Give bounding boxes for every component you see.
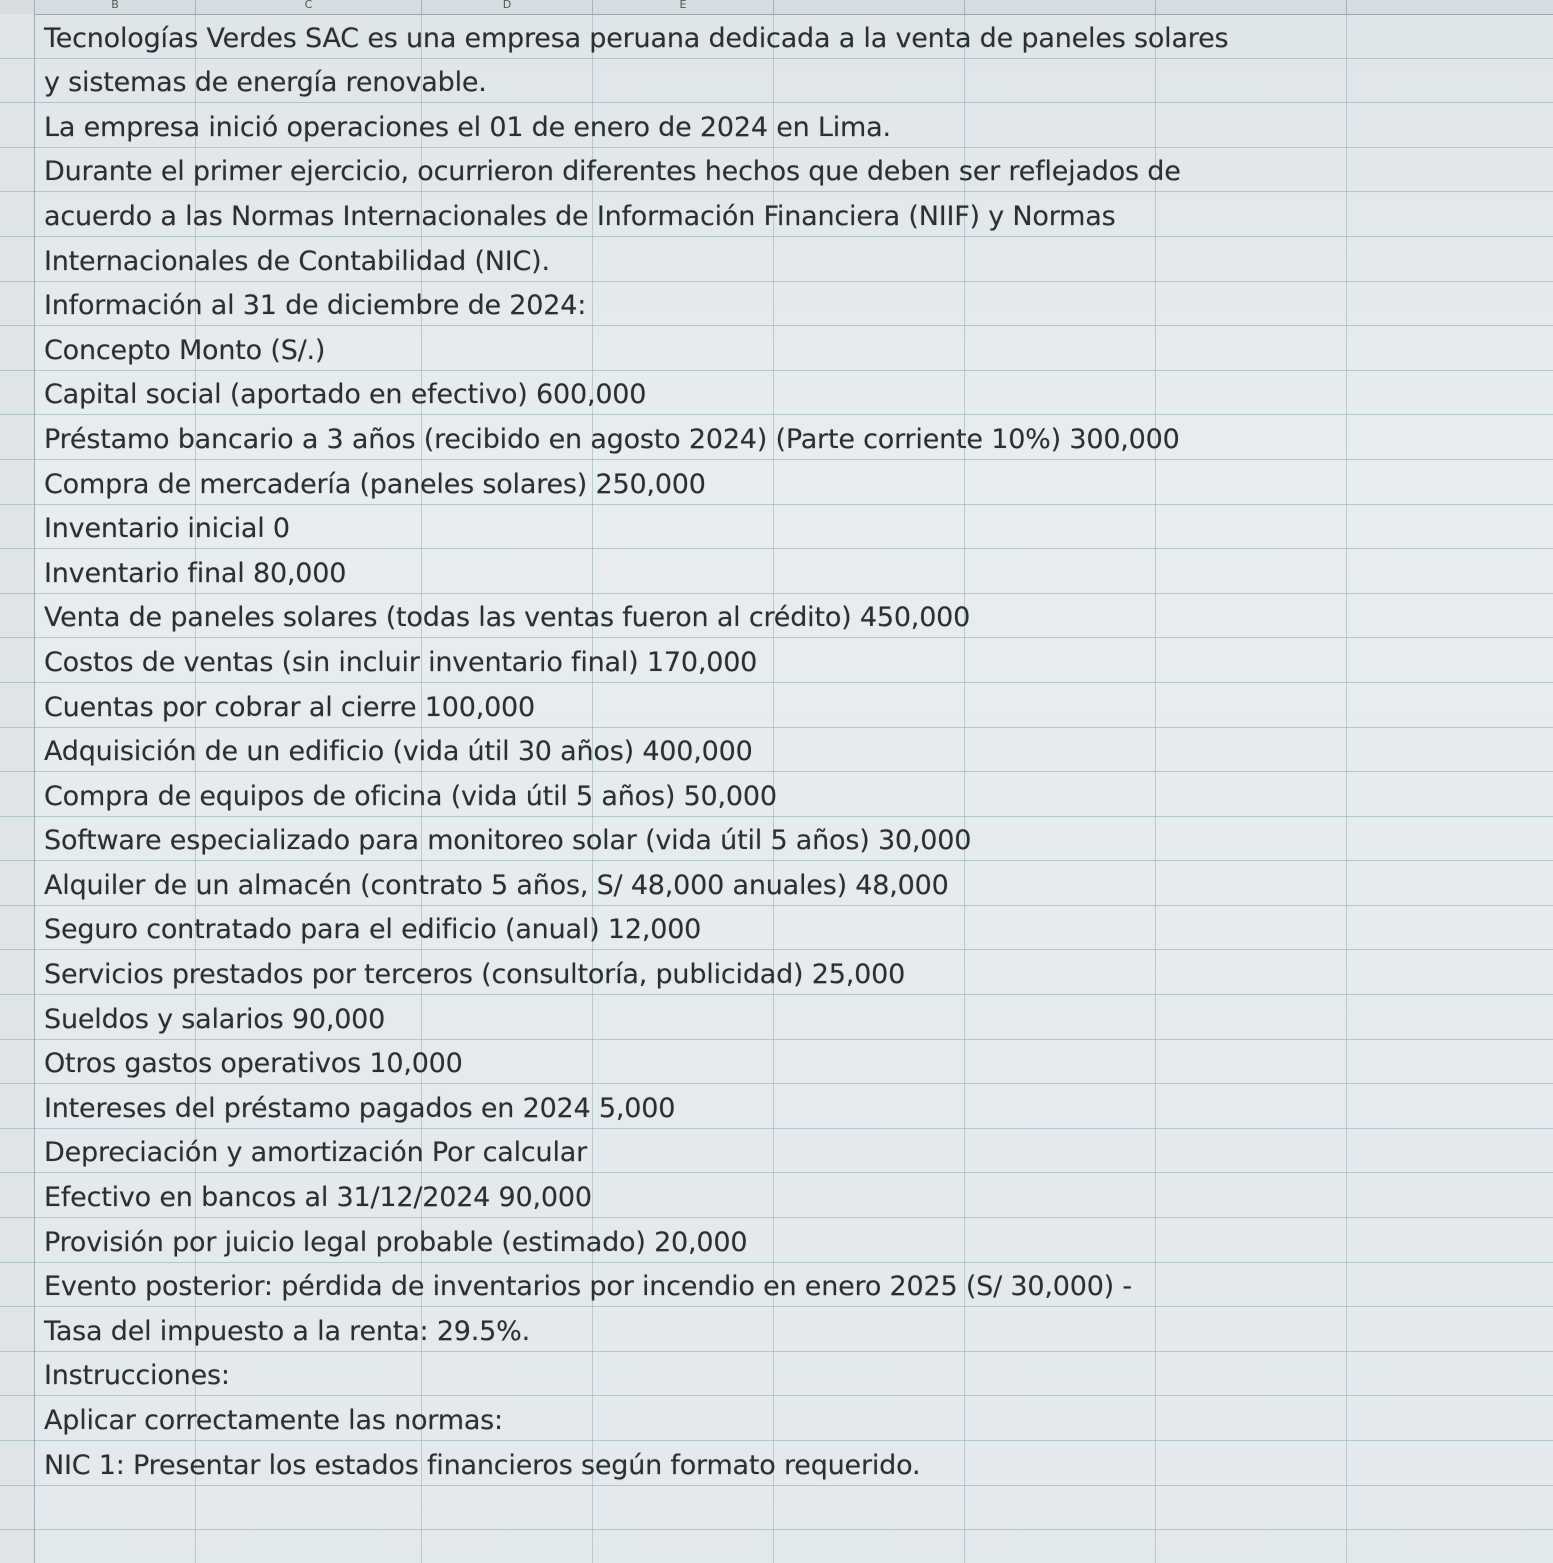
cell-text[interactable]: acuerdo a las Normas Internacionales de Información Financiera (NIIF) y Normas — [44, 200, 1116, 232]
cell-text[interactable]: Venta de paneles solares (todas las ventas fueron al crédito) 450,000 — [44, 602, 971, 634]
sheet-row[interactable] — [0, 772, 1553, 817]
sheet-row[interactable] — [0, 1218, 1553, 1263]
sheet-row[interactable] — [0, 59, 1553, 104]
sheet-row[interactable] — [0, 906, 1553, 951]
sheet-row[interactable] — [0, 1084, 1553, 1129]
sheet-row[interactable] — [0, 460, 1553, 505]
sheet-row[interactable] — [0, 995, 1553, 1040]
sheet-row[interactable] — [0, 371, 1553, 416]
cell-text[interactable]: Concepto Monto (S/.) — [44, 334, 326, 366]
column-header-label: D — [502, 0, 512, 11]
cell-text[interactable]: y sistemas de energía renovable. — [44, 67, 487, 99]
sheet-row[interactable] — [0, 861, 1553, 906]
column-header-h[interactable] — [1155, 0, 1346, 14]
sheet-row[interactable] — [0, 1352, 1553, 1397]
cell-text[interactable]: Provisión por juicio legal probable (estimado) 20,000 — [44, 1226, 748, 1258]
sheet-row[interactable] — [0, 148, 1553, 193]
sheet-row[interactable] — [0, 1173, 1553, 1218]
column-header-d[interactable] — [421, 0, 592, 14]
cell-text[interactable]: Evento posterior: pérdida de inventarios por incendio en enero 2025 (S/ 30,000) - — [44, 1271, 1132, 1303]
cell-text[interactable]: Préstamo bancario a 3 años (recibido en agosto 2024) (Parte corriente 10%) 300,000 — [44, 423, 1180, 455]
cell-text[interactable]: Adquisición de un edificio (vida útil 30 años) 400,000 — [44, 736, 753, 768]
cell-text[interactable]: Durante el primer ejercicio, ocurrieron diferentes hechos que deben ser reflejados de — [44, 156, 1181, 188]
cell-text[interactable]: Sueldos y salarios 90,000 — [44, 1003, 386, 1035]
column-header-label: B — [111, 0, 119, 11]
cell-text[interactable]: Inventario inicial 0 — [44, 513, 290, 545]
cell-text[interactable]: Cuentas por cobrar al cierre 100,000 — [44, 691, 536, 723]
cell-text[interactable]: Servicios prestados por terceros (consultoría, publicidad) 25,000 — [44, 959, 906, 991]
sheet-row[interactable] — [0, 237, 1553, 282]
cell-text[interactable]: Otros gastos operativos 10,000 — [44, 1048, 463, 1080]
column-header-e[interactable] — [592, 0, 773, 14]
column-header-b[interactable] — [34, 0, 195, 14]
sheet-row[interactable] — [0, 728, 1553, 773]
cell-text[interactable]: Alquiler de un almacén (contrato 5 años, S/ 48,000 anuales) 48,000 — [44, 869, 949, 901]
sheet-row[interactable] — [0, 594, 1553, 639]
cell-text[interactable]: Efectivo en bancos al 31/12/2024 90,000 — [44, 1182, 592, 1214]
cell-text[interactable]: Instrucciones: — [44, 1360, 230, 1392]
sheet-row[interactable] — [0, 1129, 1553, 1174]
cell-text[interactable]: Información al 31 de diciembre de 2024: — [44, 290, 587, 322]
sheet-row[interactable] — [0, 1263, 1553, 1308]
column-header-g[interactable] — [964, 0, 1155, 14]
sheet-row[interactable] — [0, 192, 1553, 237]
sheet-row[interactable] — [0, 683, 1553, 728]
sheet-row[interactable] — [0, 1486, 1553, 1531]
cell-text[interactable]: La empresa inició operaciones el 01 de enero de 2024 en Lima. — [44, 111, 891, 143]
sheet-row[interactable] — [0, 549, 1553, 594]
cell-text[interactable]: Seguro contratado para el edificio (anual) 12,000 — [44, 914, 702, 946]
cell-text[interactable]: Software especializado para monitoreo solar (vida útil 5 años) 30,000 — [44, 825, 972, 857]
column-header-label: E — [679, 0, 687, 11]
cell-text[interactable]: Aplicar correctamente las normas: — [44, 1405, 503, 1436]
cell-text[interactable]: NIC 1: Presentar los estados financieros según formato requerido. — [44, 1449, 921, 1481]
cell-text[interactable]: Internacionales de Contabilidad (NIC). — [44, 245, 550, 277]
sheet-row[interactable] — [0, 282, 1553, 327]
cell-text[interactable]: Inventario final 80,000 — [44, 557, 347, 589]
sheet-row[interactable] — [0, 1396, 1553, 1441]
sheet-row[interactable] — [0, 638, 1553, 683]
column-header-label: C — [304, 0, 313, 11]
cell-text[interactable]: Capital social (aportado en efectivo) 600,000 — [44, 379, 647, 411]
sheet-row[interactable] — [0, 817, 1553, 862]
sheet-rows — [0, 14, 1553, 1530]
sheet-row[interactable] — [0, 950, 1553, 995]
sheet-row[interactable] — [0, 103, 1553, 148]
column-header-c[interactable] — [195, 0, 421, 14]
sheet-row[interactable] — [0, 326, 1553, 371]
cell-text[interactable]: Tasa del impuesto a la renta: 29.5%. — [44, 1315, 530, 1347]
cell-text[interactable]: Compra de mercadería (paneles solares) 250,000 — [44, 468, 706, 500]
sheet-row[interactable] — [0, 1441, 1553, 1486]
cell-text[interactable]: Tecnologías Verdes SAC es una empresa peruana dedicada a la venta de paneles solares — [44, 22, 1229, 54]
column-header-i[interactable] — [1346, 0, 1553, 14]
cell-text[interactable]: Compra de equipos de oficina (vida útil 5 años) 50,000 — [44, 780, 777, 812]
cell-text[interactable]: Depreciación y amortización Por calcular — [44, 1137, 588, 1169]
cell-text[interactable]: Costos de ventas (sin incluir inventario final) 170,000 — [44, 646, 758, 678]
sheet-row[interactable] — [0, 505, 1553, 550]
column-header-strip — [0, 0, 1553, 15]
sheet-row[interactable] — [0, 415, 1553, 460]
cell-text[interactable]: Intereses del préstamo pagados en 2024 5,000 — [44, 1092, 676, 1124]
column-header-f[interactable] — [773, 0, 964, 14]
sheet-row[interactable] — [0, 1040, 1553, 1085]
sheet-row[interactable] — [0, 1307, 1553, 1352]
sheet-row[interactable] — [0, 14, 1553, 59]
